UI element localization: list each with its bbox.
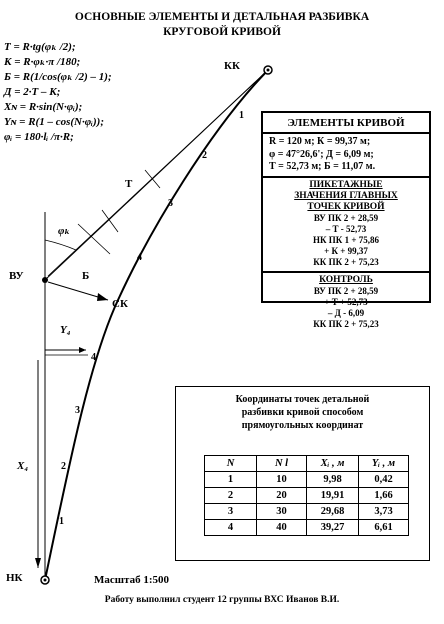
elements-row-3: Т = 52,73 м; Б = 11,07 м. [269, 161, 376, 172]
piket-title-3: ТОЧЕК КРИВОЙ [307, 201, 385, 212]
piket-title-2: ЗНАЧЕНИЯ ГЛАВНЫХ [294, 190, 398, 201]
control-line-3: – Д - 6,09 [327, 307, 365, 318]
kk-point3-perpendicular [145, 170, 160, 188]
formula-yn: Yɴ = R(1 – cos(N·φᵢ)); [4, 116, 105, 128]
piket-line-4: + К + 99,37 [324, 246, 368, 257]
piket-line-1: ВУ ПК 2 + 28,59 [313, 212, 379, 223]
control-line-1: ВУ ПК 2 + 28,59 [313, 285, 379, 296]
bisector-arrow [97, 293, 108, 301]
control-line-2: + Т + 52,73 [324, 296, 368, 307]
col-header-nl: N l [257, 456, 307, 472]
curve-point-3: 3 [75, 405, 80, 416]
control-title: КОНТРОЛЬ [319, 274, 373, 285]
table-row [205, 520, 409, 536]
nk-label: НК [6, 572, 23, 584]
sk-label: СК [112, 298, 128, 310]
cell-n: 1 [205, 472, 257, 488]
x4-label: X₄ [17, 460, 29, 472]
x4-arrow [35, 558, 41, 568]
kk-point4-perpendicular [78, 224, 110, 254]
vu-label: ВУ [9, 270, 24, 282]
formula-phi-i: φᵢ = 180·lᵢ /π·R; [4, 131, 74, 143]
coords-title-2: разбивки кривой способом [241, 407, 364, 418]
elements-divider [263, 176, 429, 178]
formula-d: Д = 2·T – К; [4, 86, 61, 98]
piket-line-3: НК ПК 1 + 75,86 [313, 234, 379, 245]
curve-point-1: 1 [59, 516, 64, 527]
t-label: Т [125, 178, 133, 190]
phi-label: φₖ [58, 225, 71, 237]
elements-row-2: φ = 47°26,6'; Д = 6,09 м; [269, 148, 374, 160]
elements-header: ЭЛЕМЕНТЫ КРИВОЙ [287, 117, 405, 129]
cell-x: 19,91 [307, 488, 359, 504]
cell-y: 0,42 [359, 472, 409, 488]
elements-row-1: R = 120 м; К = 99,37 м; [269, 136, 371, 147]
table-row [205, 488, 409, 504]
cell-x: 9,98 [307, 472, 359, 488]
kk-point-2: 2 [202, 150, 207, 161]
curve-point-2: 2 [61, 461, 66, 472]
author-credit: Работу выполнил студент 12 группы ВХС Иванов В.И. [104, 595, 340, 605]
formula-b: Б = R(1/cos(φₖ /2) – 1); [4, 71, 112, 83]
curve-point-4: 4 [91, 352, 96, 363]
cell-n: 4 [205, 520, 257, 536]
kk-point-3: 3 [168, 198, 173, 209]
scale-label: Масштаб 1:500 [94, 574, 170, 586]
title-line-1: ОСНОВНЫЕ ЭЛЕМЕНТЫ И ДЕТАЛЬНАЯ РАЗБИВКА [74, 11, 370, 23]
vu-point [42, 277, 48, 283]
nk-point-center [44, 579, 47, 582]
coords-title-1: Координаты точек детальной [235, 394, 370, 405]
kk-point-4: 4 [137, 252, 142, 263]
col-header-n: N [205, 456, 257, 472]
title-line-2: КРУГОВОЙ КРИВОЙ [163, 26, 281, 38]
cell-n: 2 [205, 488, 257, 504]
cell-y: 3,73 [359, 504, 409, 520]
col-header-x: Xᵢ , м [307, 456, 359, 472]
cell-n: 3 [205, 504, 257, 520]
formula-k: К = R·φₖ·π /180; [4, 56, 81, 68]
angle-arc [45, 240, 76, 250]
y4-label: Y₄ [60, 324, 71, 336]
piket-title-1: ПИКЕТАЖНЫЕ [309, 179, 383, 190]
coordinates-table [204, 455, 409, 536]
piket-line-5: КК ПК 2 + 75,23 [313, 257, 379, 268]
cell-nl: 40 [257, 520, 307, 536]
elements-header-divider [263, 132, 429, 134]
col-header-y: Yᵢ , м [359, 456, 409, 472]
y4-arrow [79, 347, 86, 353]
cell-nl: 20 [257, 488, 307, 504]
cell-x: 29,68 [307, 504, 359, 520]
piket-line-2: – Т - 52,73 [325, 223, 367, 234]
cell-nl: 30 [257, 504, 307, 520]
table-header-row [205, 456, 409, 472]
cell-y: 1,66 [359, 488, 409, 504]
kk-point-1: 1 [239, 110, 244, 121]
b-label: Б [82, 270, 90, 282]
formula-xn: Xɴ = R·sin(N·φᵢ); [4, 101, 83, 113]
cell-y: 6,61 [359, 520, 409, 536]
coordinates-panel [175, 386, 430, 561]
kk-point-center [267, 69, 270, 72]
table-row [205, 504, 409, 520]
cell-x: 39,27 [307, 520, 359, 536]
kk-label: КК [224, 60, 240, 72]
coords-title-3: прямоугольных координат [241, 420, 364, 431]
control-line-4: КК ПК 2 + 75,23 [313, 319, 379, 330]
curve-elements-panel [261, 111, 431, 330]
cell-nl: 10 [257, 472, 307, 488]
tangent-vu-kk-inner [48, 72, 266, 276]
formula-t: T = R·tg(φₖ /2); [4, 41, 76, 53]
table-row [205, 472, 409, 488]
control-divider [263, 271, 429, 273]
